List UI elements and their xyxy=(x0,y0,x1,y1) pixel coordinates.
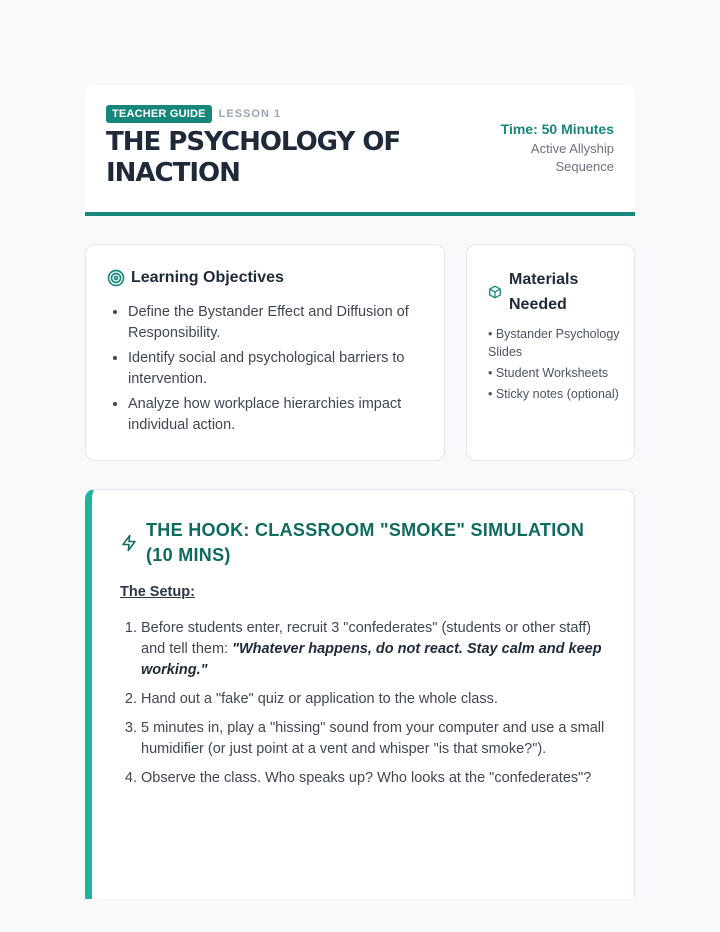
list-item xyxy=(141,768,611,789)
objectives-list xyxy=(128,302,433,440)
badge-row xyxy=(106,105,281,123)
step-emphasis: "Whatever happens, do not react. Stay calm and keep working." xyxy=(141,641,602,678)
list-item: • Define the Bystander Effect and Diffusion of Responsibility. xyxy=(128,302,433,344)
step-text: 5 minutes in, play a "hissing" sound from your computer and use a small humidifier (or just point at a vent and whisper "is that smoke?"). xyxy=(141,720,605,757)
box-icon xyxy=(488,285,502,299)
learning-objectives-card xyxy=(85,244,445,461)
list-item: • Sticky notes (optional) xyxy=(488,387,619,401)
hook-heading xyxy=(120,518,606,568)
teacher-guide-badge: TEACHER GUIDE xyxy=(106,105,212,123)
objectives-title: Learning Objectives xyxy=(131,269,284,286)
lesson-header xyxy=(85,85,635,216)
materials-heading xyxy=(488,267,589,317)
target-icon xyxy=(107,269,125,287)
list-item: • Identify social and psychological barriers to intervention. xyxy=(128,348,433,390)
list-item xyxy=(141,689,611,710)
hook-title: THE HOOK: CLASSROOM "SMOKE" SIMULATION (10 MINS) xyxy=(146,520,585,565)
lightning-icon xyxy=(120,534,138,552)
step-text: Observe the class. Who speaks up? Who looks at the "confederates"? xyxy=(141,770,592,786)
materials-title: Materials Needed xyxy=(509,271,579,313)
list-item: • Bystander Psychology Slides xyxy=(488,327,620,359)
setup-label: The Setup: xyxy=(120,584,195,600)
setup-steps xyxy=(141,618,611,797)
list-item xyxy=(141,718,611,760)
lesson-label: LESSON 1 xyxy=(218,108,282,120)
list-item xyxy=(141,618,611,681)
list-item: • Student Worksheets xyxy=(488,366,609,380)
step-text: Before students enter, recruit 3 "confederates" (students or other staff) and tell them: xyxy=(141,620,592,657)
objectives-heading xyxy=(107,269,284,287)
materials-list xyxy=(488,325,623,406)
list-item: • Analyze how workplace hierarchies impact individual action. xyxy=(128,394,433,436)
lesson-sequence: Active Allyship Sequence xyxy=(530,141,614,174)
lesson-meta xyxy=(501,121,614,176)
lesson-time: Time: 50 Minutes xyxy=(500,121,614,137)
page-title: THE PSYCHOLOGY OF INACTION xyxy=(106,127,401,188)
hook-card xyxy=(85,489,635,899)
materials-card xyxy=(466,244,635,461)
step-text: Hand out a "fake" quiz or application to the whole class. xyxy=(141,691,498,707)
